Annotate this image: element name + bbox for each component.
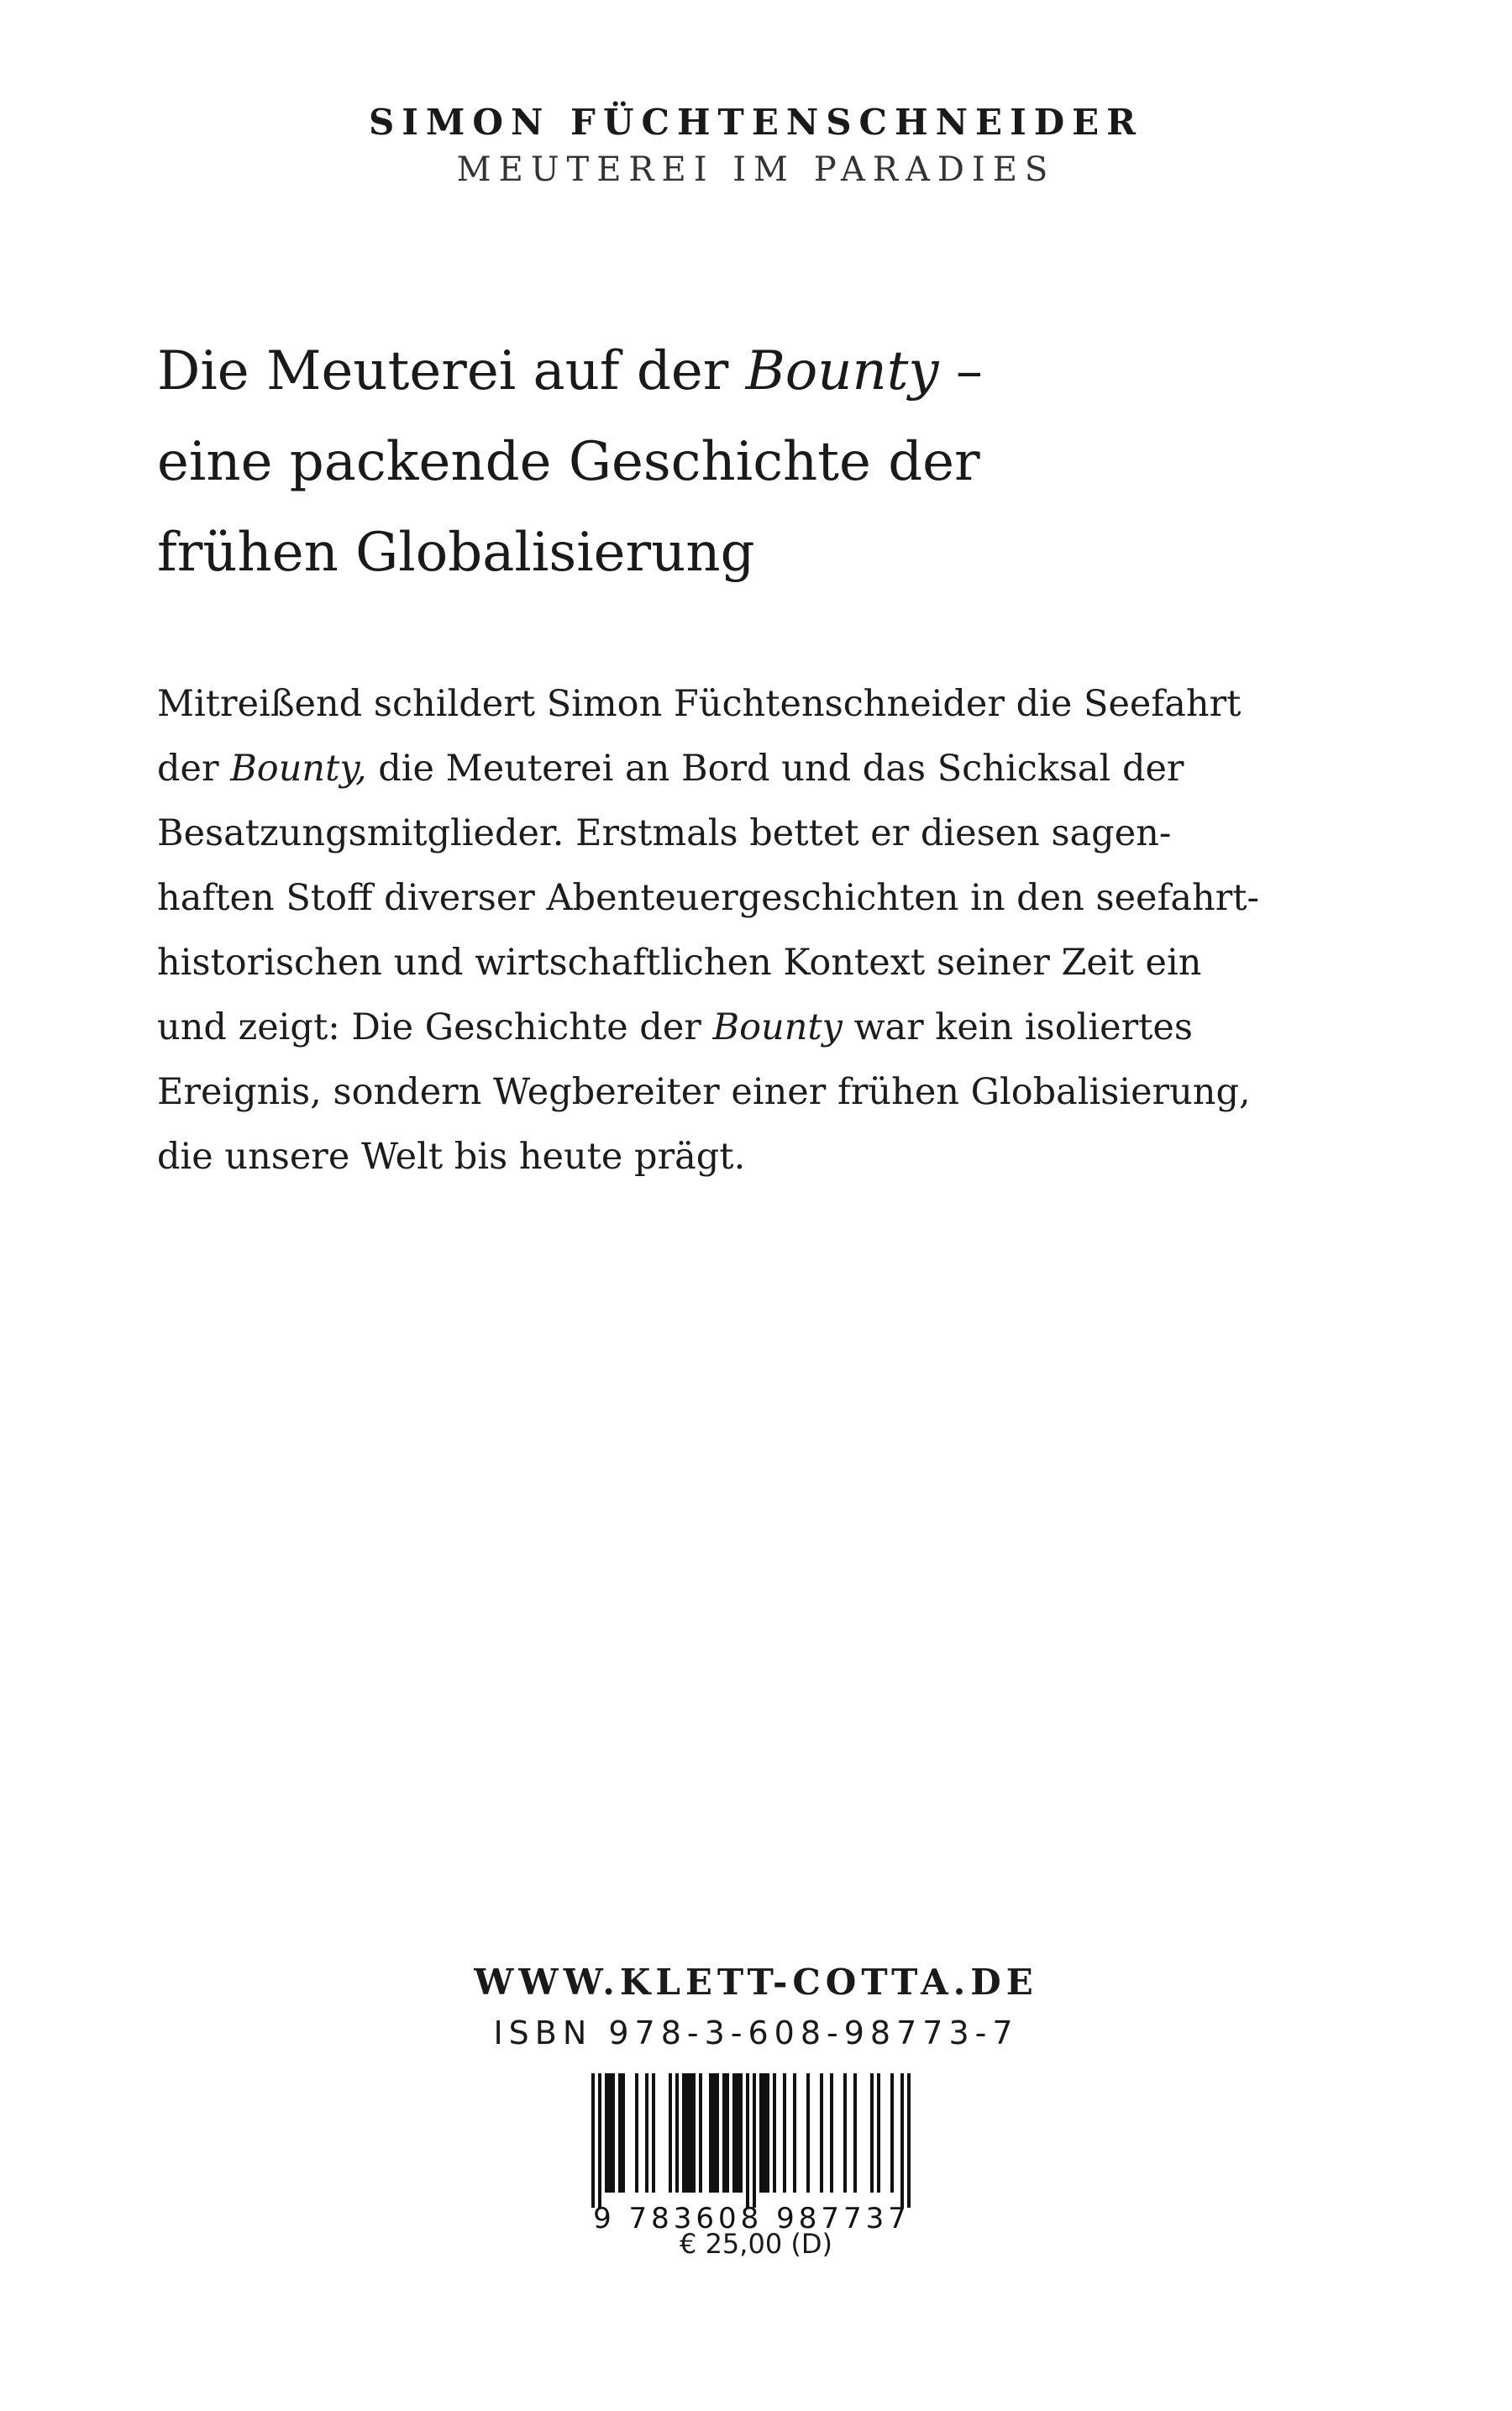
barcode-bar [669, 2073, 672, 2193]
barcode-bar [763, 2073, 766, 2193]
barcode-digits: 9 783608 987737 [593, 2202, 911, 2233]
barcode-bar [773, 2073, 776, 2193]
barcode-icon [554, 2073, 949, 2233]
barcode-bar [759, 2073, 763, 2193]
barcode-bar [699, 2073, 702, 2193]
barcode-bar [900, 2073, 904, 2208]
blurb-fragment: und zeigt: Die Geschichte der [157, 1006, 713, 1048]
barcode-bar [726, 2073, 729, 2193]
headline-line3: frühen Globalisierung [157, 522, 755, 584]
barcode-bar [591, 2073, 595, 2208]
barcode-bar [612, 2073, 615, 2193]
blurb-line: Besatzungsmitglieder. Erstmals bettet er diesen sagen- [157, 812, 1172, 854]
blurb-line: die unsere Welt bis heute prägt. [157, 1136, 746, 1178]
author-name: SIMON FÜCHTENSCHNEIDER [368, 102, 1144, 143]
book-title: MEUTEREI IM PARADIES [456, 150, 1056, 189]
barcode-bar [746, 2073, 749, 2208]
barcode-bar [709, 2073, 712, 2193]
cover-header [0, 99, 1512, 193]
barcode-bar [870, 2073, 874, 2193]
headline-line2: eine packende Geschichte der [157, 431, 980, 493]
barcode-bar [605, 2073, 608, 2193]
isbn-number: ISBN 978-3-608-98773-7 [493, 2014, 1019, 2051]
barcode-bar [890, 2073, 894, 2193]
barcode-bar [793, 2073, 796, 2193]
headline-dash: – [938, 340, 983, 402]
barcode-bar [618, 2073, 622, 2193]
blurb-line: Mitreißend schildert Simon Füchtenschneider die Seefahrt [157, 683, 1242, 725]
barcode-bar [853, 2073, 857, 2193]
barcode-bar [712, 2073, 716, 2193]
blurb-line: Ereignis, sondern Wegbereiter einer frühen Globalisierung, [157, 1071, 1251, 1113]
barcode-bar [652, 2073, 655, 2193]
barcode-bar [843, 2073, 847, 2193]
barcode-bar [692, 2073, 696, 2193]
barcode-bar [598, 2073, 601, 2208]
barcode-bar [806, 2073, 810, 2193]
barcode-bar [722, 2073, 726, 2193]
blurb-line [157, 737, 1367, 801]
blurb-ship-name: Bounty, [230, 748, 367, 790]
barcode-bar [766, 2073, 769, 2193]
headline-line1 [157, 326, 1333, 417]
barcode-bar [716, 2073, 719, 2193]
barcode-bar [877, 2073, 880, 2193]
barcode-bar [830, 2073, 833, 2193]
publisher-website[interactable]: WWW.KLETT-COTTA.DE [474, 1962, 1038, 2003]
price-label: € 25,00 (D) [680, 2228, 832, 2260]
blurb-fragment: war kein isoliertes [842, 1006, 1193, 1048]
barcode-bar [820, 2073, 823, 2193]
barcode-bar [685, 2073, 689, 2193]
headline-line1-text: Die Meuterei auf der [157, 340, 746, 402]
headline-ship-name: Bounty [745, 340, 939, 402]
blurb-text [157, 672, 1367, 1190]
blurb-line: haften Stoff diverser Abenteuergeschichten in den seefahrt- [157, 877, 1260, 919]
barcode-bar [736, 2073, 739, 2193]
barcode-bar [907, 2073, 911, 2208]
barcode-graphic [554, 2073, 949, 2233]
blurb-fragment: die Meuterei an Bord und das Schicksal der [366, 748, 1184, 790]
blurb-line: historischen und wirtschaftlichen Kontext seiner Zeit ein [157, 942, 1202, 984]
barcode-bar [635, 2073, 638, 2193]
barcode-bar [675, 2073, 679, 2193]
barcode-bar [783, 2073, 786, 2193]
barcode-bar [732, 2073, 736, 2193]
barcode-bar [608, 2073, 612, 2193]
barcode-bar [689, 2073, 692, 2193]
barcode-bar [682, 2073, 685, 2193]
blurb-line [157, 995, 1367, 1060]
barcode-bar [753, 2073, 756, 2208]
barcode-bar [739, 2073, 743, 2193]
headline [157, 326, 1333, 598]
blurb-ship-name: Bounty [712, 1006, 843, 1048]
blurb-fragment: der [157, 748, 231, 790]
barcode-bar [645, 2073, 648, 2193]
cover-footer [0, 1957, 1512, 2058]
barcode-bar [622, 2073, 625, 2193]
